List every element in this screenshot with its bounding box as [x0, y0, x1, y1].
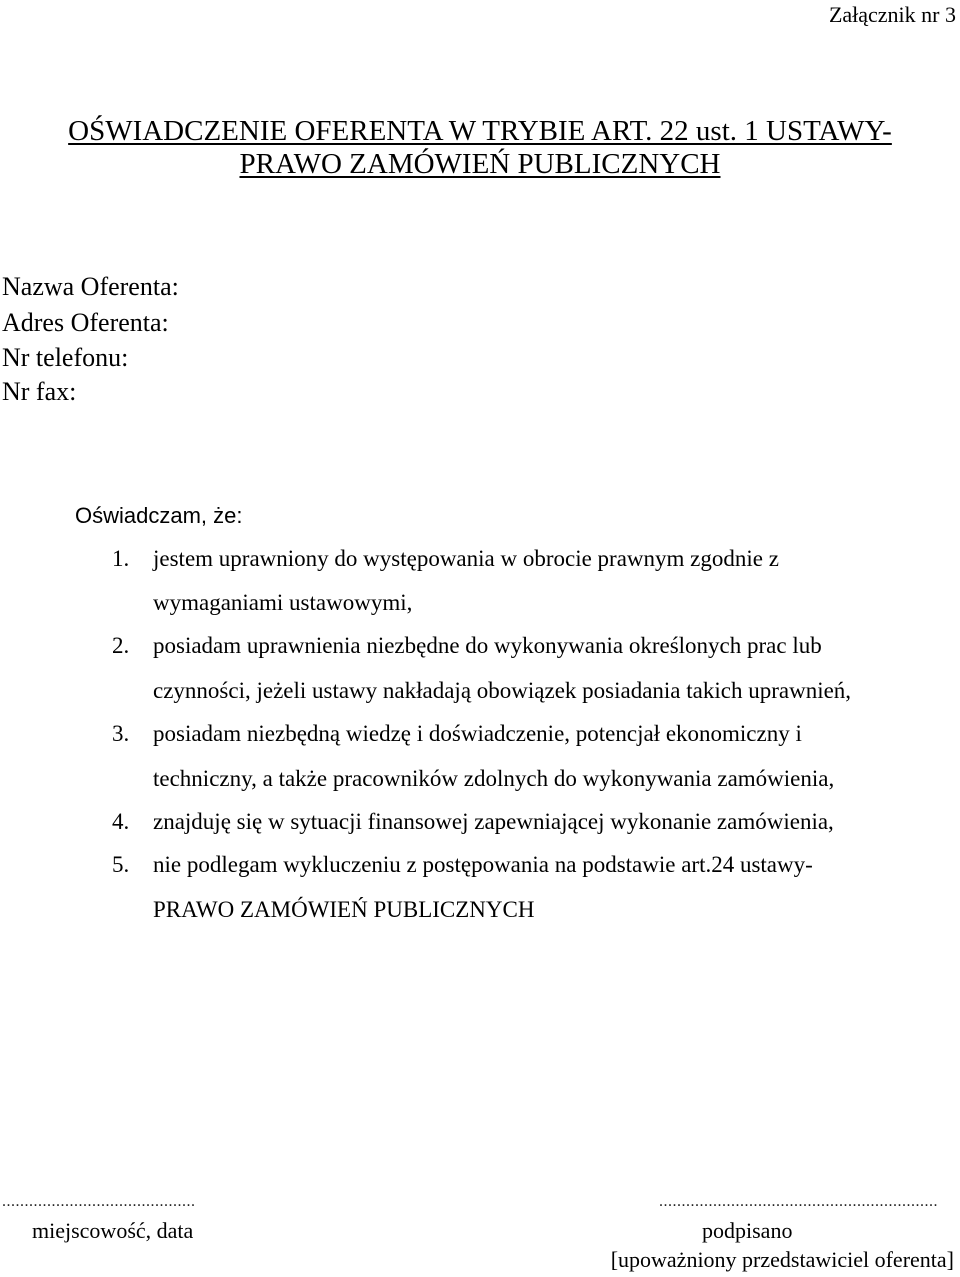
list-item-text-continued: czynności, jeżeli ustawy nakładają obowiązek posiadania takich uprawnień,	[153, 678, 852, 703]
list-item-text: znajduję się w sytuacji finansowej zapewniającej wykonanie zamówienia,	[153, 809, 834, 834]
list-item-number: 2.	[112, 633, 130, 658]
field-label-phone: Nr telefonu:	[2, 343, 129, 372]
list-item-text: posiadam niezbędną wiedzę i doświadczenie, potencjał ekonomiczny i	[153, 721, 802, 746]
place-date-dotted-line: ...........................................	[2, 1193, 196, 1210]
list-item-text: nie podlegam wykluczeniu z postępowania na podstawie art.24 ustawy-	[153, 852, 813, 877]
document-title-line-2: PRAWO ZAMÓWIEŃ PUBLICZNYCH	[239, 148, 721, 180]
list-item-text-continued: techniczny, a także pracowników zdolnych do wykonywania zamówienia,	[153, 766, 835, 791]
field-label-name: Nazwa Oferenta:	[2, 272, 179, 301]
list-item-number: 4.	[112, 809, 130, 834]
place-date-label: miejscowość, data	[32, 1218, 194, 1243]
list-item-number: 5.	[112, 852, 130, 877]
list-item-text-continued: wymaganiami ustawowymi,	[153, 590, 413, 615]
signature-dotted-line: ..............................................................	[659, 1193, 938, 1210]
list-item-text: jestem uprawniony do występowania w obrocie prawnym zgodnie z	[153, 546, 779, 571]
declaration-intro: Oświadczam, że:	[75, 503, 243, 528]
attachment-label: Załącznik nr 3	[828, 2, 956, 27]
list-item-text: posiadam uprawnienia niezbędne do wykonywania określonych prac lub	[153, 633, 822, 658]
field-label-fax: Nr fax:	[2, 377, 77, 406]
document-title-line-1: OŚWIADCZENIE OFERENTA W TRYBIE ART. 22 ust. 1 USTAWY-	[68, 115, 892, 147]
list-item-text-continued: PRAWO ZAMÓWIEŃ PUBLICZNYCH	[153, 897, 535, 922]
list-item-number: 3.	[112, 721, 130, 746]
signed-label: podpisano	[702, 1218, 793, 1243]
authorized-representative-label: [upoważniony przedstawiciel oferenta]	[610, 1247, 954, 1272]
field-label-address: Adres Oferenta:	[2, 308, 169, 337]
list-item-number: 1.	[112, 546, 130, 571]
